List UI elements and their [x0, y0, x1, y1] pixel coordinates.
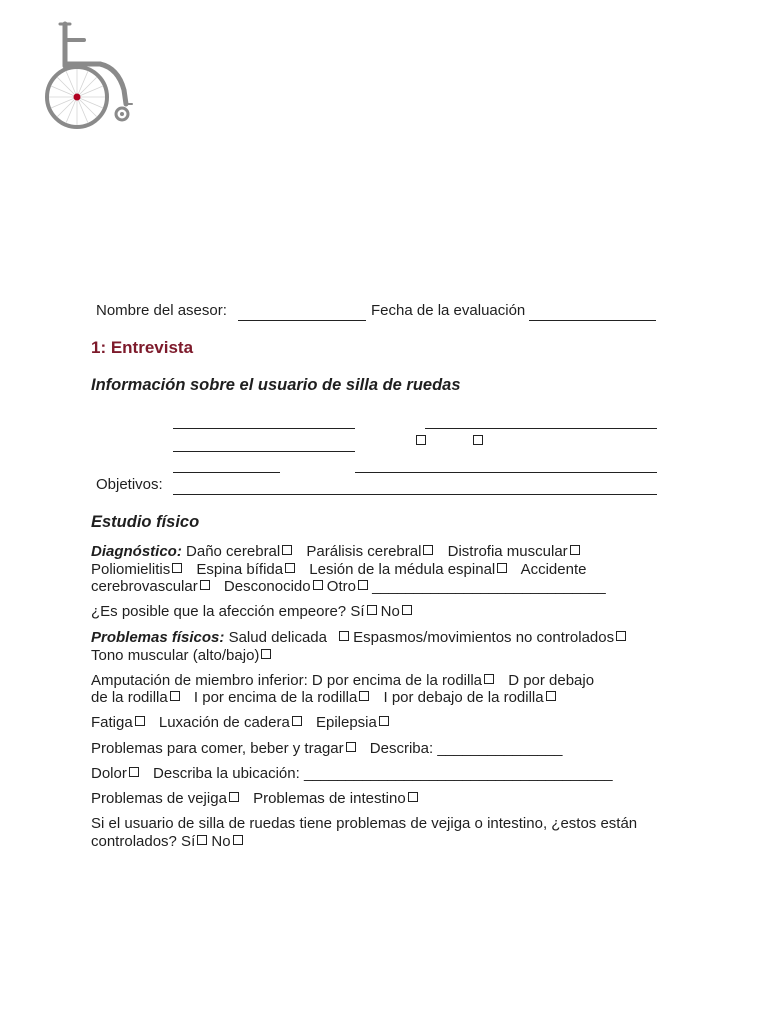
option-label: Desconocido: [223, 578, 311, 595]
user-info-field[interactable]: [173, 472, 280, 473]
user-info-heading: Información sobre el usuario de silla de ruedas: [91, 376, 461, 394]
checkbox[interactable]: [292, 716, 302, 726]
problems-row-1: [91, 629, 626, 647]
checkbox-yes[interactable]: [367, 605, 377, 615]
eating-row: [91, 740, 562, 758]
problems-label: Problemas físicos:: [91, 629, 225, 646]
option-label: Dolor: [91, 765, 127, 782]
checkbox[interactable]: [570, 545, 580, 555]
checkbox[interactable]: [546, 691, 556, 701]
checkbox[interactable]: [313, 580, 323, 590]
assessor-label: Nombre del asesor:: [96, 302, 227, 319]
option-label: Espasmos/movimientos no controlados: [353, 629, 615, 646]
option-label: Problemas de intestino: [253, 790, 406, 807]
physical-study-heading: Estudio físico: [91, 513, 200, 531]
checkbox[interactable]: [129, 767, 139, 777]
evaluation-date-field[interactable]: [529, 320, 656, 321]
option-label: Problemas de vejiga: [91, 790, 227, 807]
checkbox[interactable]: [282, 545, 292, 555]
checkbox[interactable]: [170, 691, 180, 701]
checkbox[interactable]: [261, 649, 271, 659]
amputation-row-1: [91, 672, 594, 690]
user-info-field[interactable]: [425, 428, 657, 429]
option-label: Daño cerebral: [186, 543, 281, 560]
option-label: controlados? Sí: [91, 833, 196, 850]
checkbox[interactable]: [379, 716, 389, 726]
diagnosis-row-1: [91, 543, 580, 561]
checkbox[interactable]: [229, 792, 239, 802]
objectives-label: Objetivos:: [96, 476, 163, 493]
option-label: Distrofia muscular: [447, 543, 568, 560]
option-label: Otro: [326, 578, 356, 595]
diagnosis-row-2: [91, 561, 586, 579]
pain-location-field[interactable]: Describa la ubicación: _____________________________________: [153, 765, 613, 782]
checkbox[interactable]: [408, 792, 418, 802]
worsen-question: ¿Es posible que la afección empeore? Sí: [91, 603, 365, 620]
checkbox[interactable]: [339, 631, 349, 641]
checkbox[interactable]: [358, 580, 368, 590]
option-label: Accidente: [520, 561, 587, 578]
checkbox[interactable]: [359, 691, 369, 701]
checkbox[interactable]: [616, 631, 626, 641]
checkbox-no[interactable]: [233, 835, 243, 845]
checkbox[interactable]: [346, 742, 356, 752]
checkbox[interactable]: [285, 563, 295, 573]
option-label: D por debajo: [508, 672, 595, 689]
user-info-field[interactable]: [173, 451, 355, 452]
option-label: I por encima de la rodilla: [193, 689, 358, 706]
checkbox-no[interactable]: [402, 605, 412, 615]
user-info-field[interactable]: [173, 428, 355, 429]
problems-row-2: [91, 647, 271, 665]
option-label: Parálisis cerebral: [306, 543, 422, 560]
pain-row: [91, 765, 613, 783]
amputation-row-2: [91, 689, 556, 707]
controlled-question: Si el usuario de silla de ruedas tiene problemas de vejiga o intestino, ¿estos están: [91, 815, 638, 832]
assessor-name-field[interactable]: [238, 320, 366, 321]
bladder-bowel-row: [91, 790, 418, 808]
wheelchair-icon: [40, 18, 140, 132]
checkbox[interactable]: [172, 563, 182, 573]
option-label: Poliomielitis: [91, 561, 171, 578]
checkbox[interactable]: [200, 580, 210, 590]
option-label: Fatiga: [91, 714, 133, 731]
section-title: 1: Entrevista: [91, 338, 194, 357]
option-label: Epilepsia: [315, 714, 377, 731]
evaluation-date-label: Fecha de la evaluación: [371, 302, 526, 319]
checkbox[interactable]: [135, 716, 145, 726]
diagnosis-label: Diagnóstico:: [91, 543, 182, 560]
checkbox[interactable]: [416, 435, 426, 445]
checkbox-yes[interactable]: [197, 835, 207, 845]
option-label: Problemas para comer, beber y tragar: [91, 740, 344, 757]
option-label: de la rodilla: [91, 689, 168, 706]
controlled-row: [91, 833, 243, 851]
other-field[interactable]: ____________________________: [372, 578, 606, 595]
user-info-field[interactable]: [355, 472, 657, 473]
describe-field[interactable]: Describa: _______________: [369, 740, 563, 757]
checkbox[interactable]: [497, 563, 507, 573]
option-label: Luxación de cadera: [158, 714, 290, 731]
option-label: Espina bífida: [196, 561, 284, 578]
option-label: Tono muscular (alto/bajo): [91, 647, 260, 664]
diagnosis-row-3: [91, 578, 606, 596]
worsen-question-row: [91, 603, 412, 621]
misc-row: [91, 714, 389, 732]
option-label: Amputación de miembro inferior: D por encima de la rodilla: [91, 672, 483, 689]
checkbox[interactable]: [484, 674, 494, 684]
option-label: cerebrovascular: [91, 578, 198, 595]
option-label: No: [380, 603, 400, 620]
checkbox[interactable]: [473, 435, 483, 445]
option-label: Salud delicada: [228, 629, 327, 646]
option-label: Lesión de la médula espinal: [309, 561, 496, 578]
option-label: I por debajo de la rodilla: [383, 689, 544, 706]
checkbox[interactable]: [423, 545, 433, 555]
objectives-field[interactable]: [173, 494, 657, 495]
option-label: No: [211, 833, 231, 850]
